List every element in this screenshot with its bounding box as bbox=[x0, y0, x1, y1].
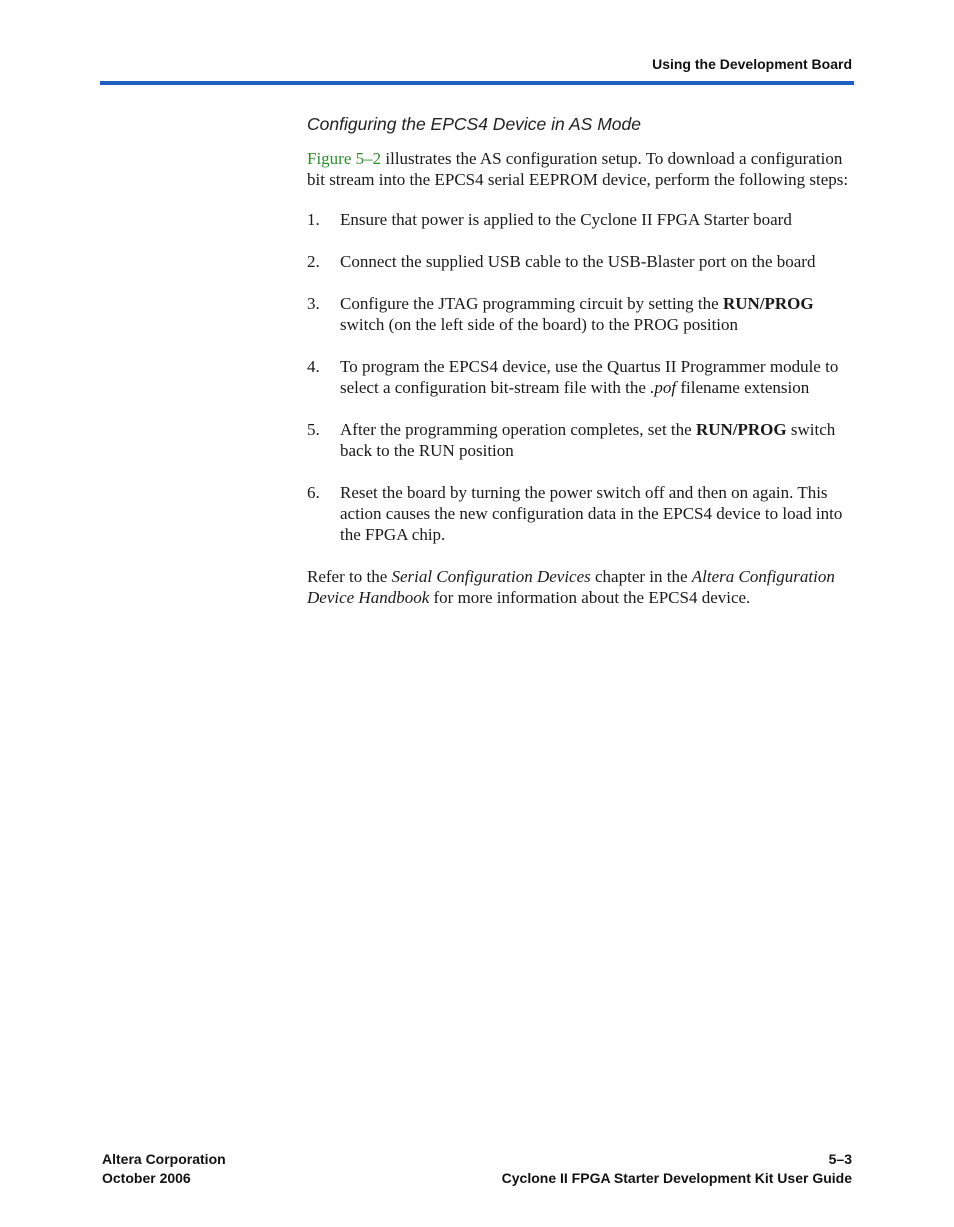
reference-text: chapter in the bbox=[590, 567, 692, 586]
page-number: 5–3 bbox=[828, 1151, 852, 1167]
step-text: switch (on the left side of the board) to the PROG position bbox=[340, 315, 739, 334]
step-number: 4. bbox=[307, 357, 320, 376]
step-text: Reset the board by turning the power switch off and then on again. This action causes the new configuration data in the EPCS4 device to load into the FPGA chip. bbox=[340, 483, 843, 544]
list-item bbox=[307, 482, 855, 545]
list-item bbox=[307, 419, 855, 461]
switch-name: RUN/PROG bbox=[695, 420, 787, 439]
reference-text: Refer to the bbox=[307, 567, 392, 586]
running-header: Using the Development Board bbox=[652, 56, 852, 72]
step-text: Connect the supplied USB cable to the USB-Blaster port on the board bbox=[340, 252, 816, 271]
intro-paragraph bbox=[307, 148, 855, 190]
step-text: To program the EPCS4 device, use the Quartus II Programmer module to select a configuration bit-stream file with the bbox=[340, 357, 839, 397]
section-heading: Configuring the EPCS4 Device in AS Mode bbox=[307, 114, 641, 134]
step-text: filename extension bbox=[676, 378, 810, 397]
step-number: 6. bbox=[307, 483, 320, 502]
footer-left bbox=[102, 1150, 226, 1188]
header-rule bbox=[100, 81, 854, 85]
step-number: 3. bbox=[307, 294, 320, 313]
steps-list bbox=[307, 209, 855, 545]
step-number: 1. bbox=[307, 210, 320, 229]
footer-company: Altera Corporation bbox=[102, 1151, 226, 1167]
handbook-title: Altera Configuration Device Handbook bbox=[307, 567, 835, 607]
file-extension: .pof bbox=[650, 378, 677, 397]
step-number: 5. bbox=[307, 420, 320, 439]
step-number: 2. bbox=[307, 252, 320, 271]
footer-date: October 2006 bbox=[102, 1170, 191, 1186]
list-item bbox=[307, 356, 855, 398]
figure-link[interactable]: Figure 5–2 bbox=[307, 149, 382, 168]
intro-text: illustrates the AS configuration setup. To download a configuration bit stream into the EPCS4 serial EEPROM device, perform the following steps: bbox=[307, 149, 849, 189]
switch-name: RUN/PROG bbox=[722, 294, 814, 313]
reference-paragraph bbox=[307, 566, 855, 608]
footer-right bbox=[502, 1150, 852, 1188]
step-text: switch back to the RUN position bbox=[340, 420, 836, 460]
step-text: Ensure that power is applied to the Cyclone II FPGA Starter board bbox=[340, 210, 792, 229]
main-content bbox=[307, 114, 855, 608]
reference-text: for more information about the EPCS4 device. bbox=[429, 588, 751, 607]
list-item bbox=[307, 209, 855, 230]
list-item bbox=[307, 293, 855, 335]
footer-doc-title: Cyclone II FPGA Starter Development Kit User Guide bbox=[501, 1170, 852, 1186]
step-text: Configure the JTAG programming circuit by setting the bbox=[340, 294, 723, 313]
step-text: After the programming operation completes, set the bbox=[340, 420, 696, 439]
list-item bbox=[307, 251, 855, 272]
chapter-title: Serial Configuration Devices bbox=[391, 567, 591, 586]
